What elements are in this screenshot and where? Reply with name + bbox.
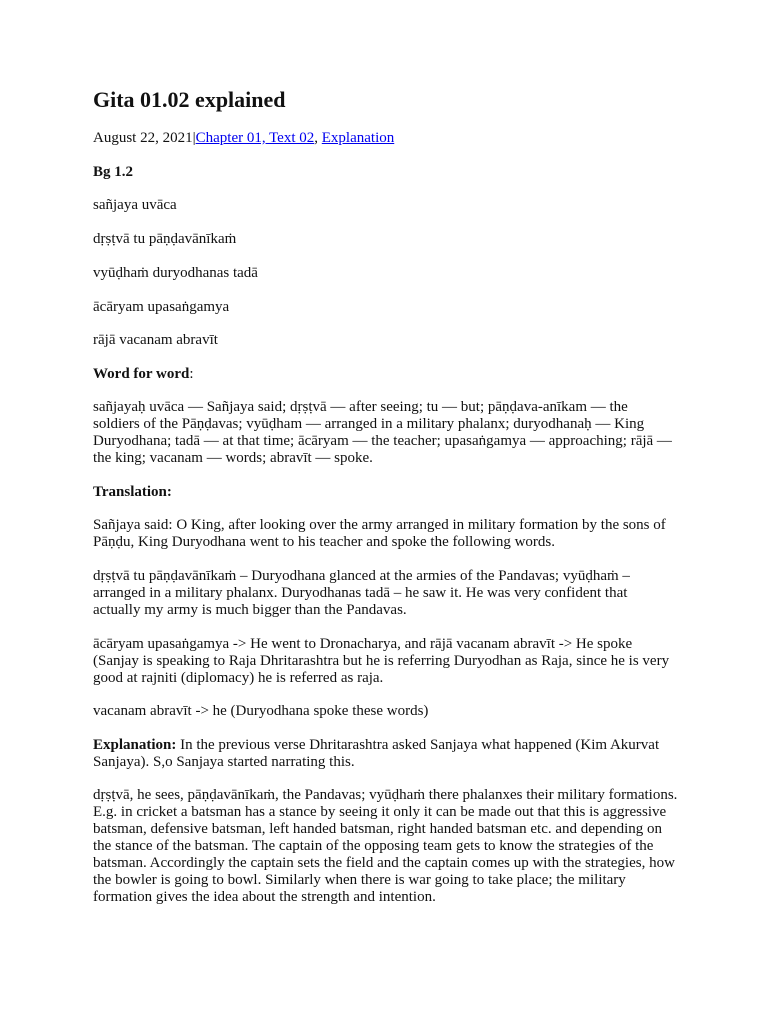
verse-line: ācāryam upasaṅgamya <box>93 299 230 315</box>
meta-comma: , <box>314 130 322 146</box>
post-meta <box>93 129 394 147</box>
translation-text: Sañjaya said: O King, after looking over the army arranged in military formation by the sons of Pāṇḍu, King Duryodhana went to his teacher and spoke the following words. <box>93 517 666 550</box>
note-paragraph: ācāryam upasaṅgamya -> He went to Dronacharya, and rājā vacanam abravīt -> He spoke (Sanjay is speaking to Raja Dhritarashtra but he is referring Duryodhan as Raja, since he is very good at rajniti (diplomacy) he is referred as raja. <box>93 636 670 686</box>
explanation-paragraph <box>93 737 678 771</box>
word-for-word-heading <box>93 366 678 383</box>
verse-heading: Bg 1.2 <box>93 164 134 180</box>
word-for-word-label: Word for word <box>93 366 190 382</box>
verse-line: vyūḍhaṁ duryodhanas tadā <box>93 265 258 281</box>
verse-line: dṛṣṭvā tu pāṇḍavānīkaṁ <box>93 231 237 247</box>
note-paragraph: vacanam abravīt -> he (Duryodhana spoke these words) <box>93 703 429 719</box>
post-date: August 22, 2021 <box>93 130 193 146</box>
verse-line: rājā vacanam abravīt <box>93 332 218 348</box>
closing-paragraph: dṛṣṭvā, he sees, pāṇḍavānīkaṁ, the Pandavas; vyūḍhaṁ there phalanxes their military formations. E.g. in cricket a batsman has a stance by seeing it only it can be made out that this is aggressive batsman, defensive batsman, left handed batsman, right handed batsman etc. and depending on the stance of the batsman. The captain of the opposing team gets to know the strategies of the batsman. Accordingly the captain sets the field and the captain comes up with the strategies, how the bowler is going to bowl. Similarly when there is war going to take place; the military formation gives the idea about the strength and intention. <box>93 787 678 905</box>
tag-link[interactable]: Explanation <box>321 130 395 146</box>
meta-separator: | <box>192 130 196 146</box>
category-link[interactable]: Chapter 01, Text 02 <box>195 130 315 146</box>
verse-line: sañjaya uvāca <box>93 197 177 213</box>
page-title: Gita 01.02 explained <box>93 87 286 112</box>
word-for-word-colon: : <box>189 366 194 382</box>
word-for-word-text: sañjayaḥ uvāca — Sañjaya said; dṛṣṭvā — after seeing; tu — but; pāṇḍava-anīkam — the soldiers of the Pāṇḍavas; vyūḍham — arranged in a military phalanx; duryodhanaḥ — King Duryodhana; tadā — at that time; ācāryam — the teacher; upasaṅgamya — approaching; rājā — the king; vacanam — words; abravīt — spoke. <box>93 399 672 466</box>
explanation-label: Explanation: <box>93 737 177 753</box>
note-paragraph: dṛṣṭvā tu pāṇḍavānīkaṁ – Duryodhana glanced at the armies of the Pandavas; vyūḍhaṁ – arranged in a military phalanx. Duryodhanas tadā – he saw it. He was very confident that actually my army is much bigger than the Pandavas. <box>93 568 630 618</box>
translation-heading: Translation: <box>93 484 172 500</box>
explanation-text: In the previous verse Dhritarashtra asked Sanjaya what happened (Kim Akurvat Sanjaya). S,o Sanjaya started narrating this. <box>93 737 660 770</box>
